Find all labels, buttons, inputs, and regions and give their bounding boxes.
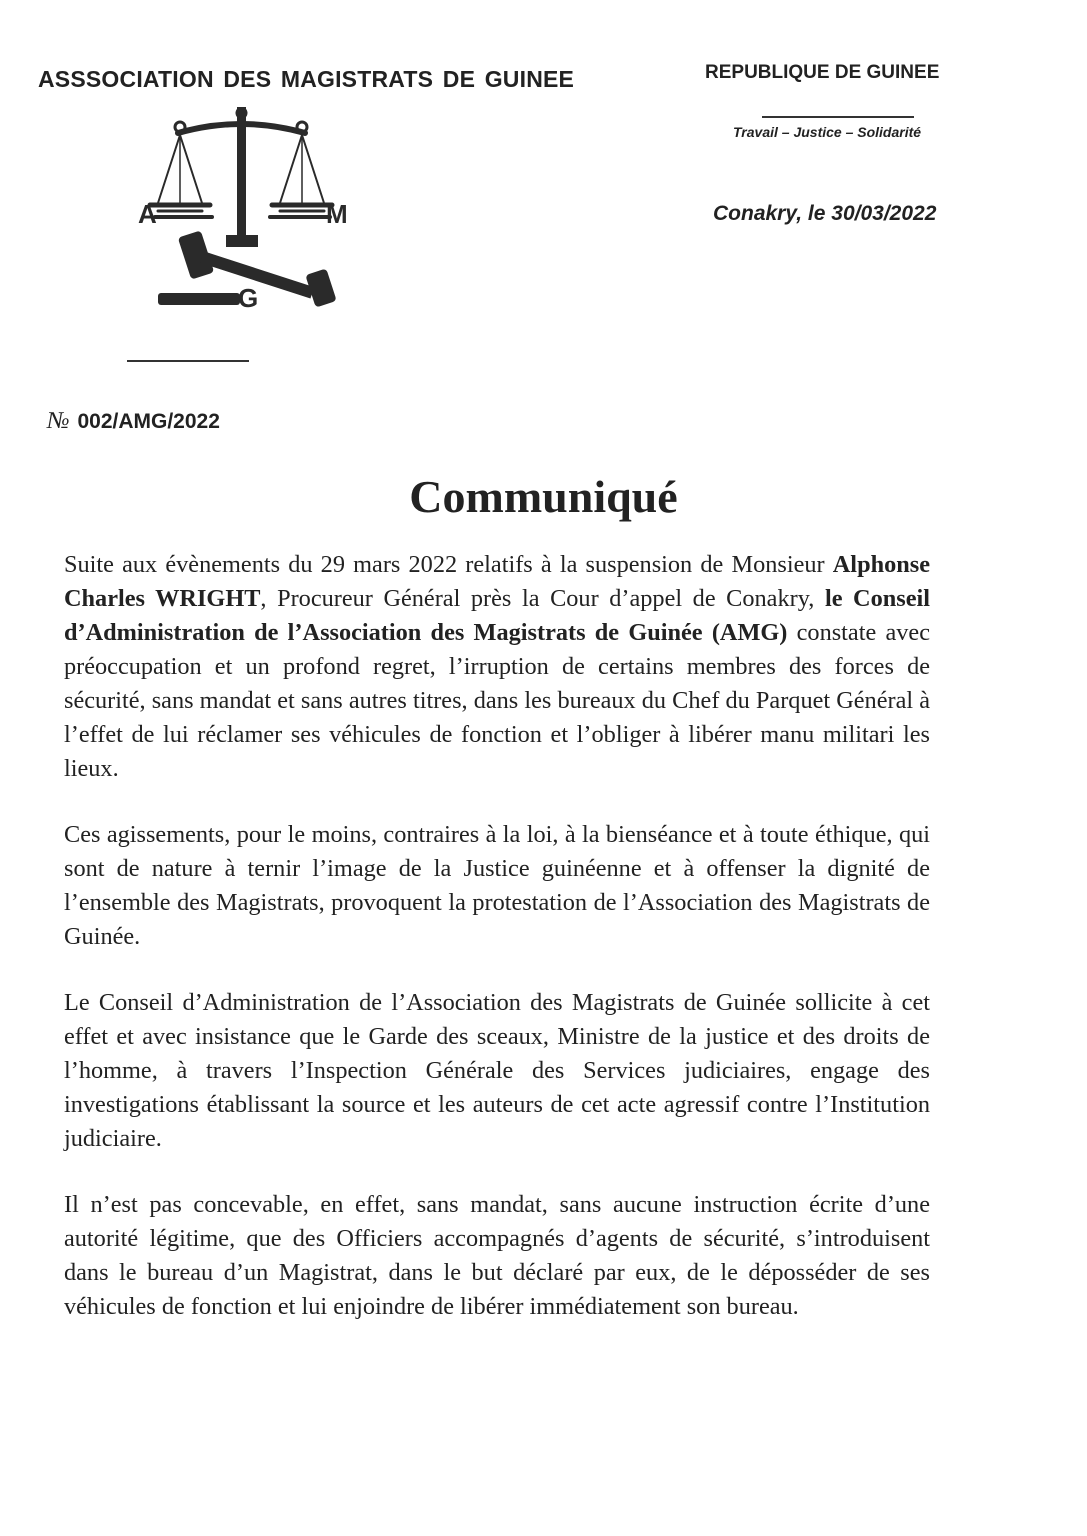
logo-letter-g: G bbox=[238, 283, 259, 313]
bold-text-segment: le Conseil d’Administration de l’Association des Magistrats de Guinée (AMG) bbox=[64, 585, 930, 646]
text-segment: , Procureur Général près la Cour d’appel de Conakry, bbox=[260, 585, 825, 612]
paragraph bbox=[64, 548, 930, 786]
republic-divider bbox=[762, 116, 914, 118]
reference-code: 002/AMG/2022 bbox=[77, 410, 220, 433]
numero-symbol: № bbox=[47, 408, 70, 434]
text-segment: Le Conseil d’Administration de l’Association des Magistrats de Guinée sollicite à cet effet et avec insistance que le Garde des sceaux, Ministre de la justice et des droits de l’homme, à travers l’Inspection Générale des Services judiciaires, engage des investigations établissant la source et les auteurs de cet acte agressif contre l’Institution judiciaire. bbox=[64, 989, 930, 1152]
logo-divider bbox=[127, 360, 249, 362]
logo-letter-a: A bbox=[138, 199, 157, 229]
text-segment: Il n’est pas concevable, en effet, sans mandat, sans aucune instruction écrite d’une autorité légitime, que des Officiers accompagnés d’agents de sécurité, s’introduisent dans le bureau d’un Magistrat, dans le but déclaré par eux, de le déposséder de ses véhicules de fonction et lui enjoindre de libérer immédiatement son bureau. bbox=[64, 1191, 930, 1320]
logo-letter-m: M bbox=[326, 199, 348, 229]
communique-body bbox=[64, 548, 930, 1356]
national-motto: Travail – Justice – Solidarité bbox=[733, 124, 922, 140]
text-segment: constate avec préoccupation et un profond regret, l’irruption de certains membres des forces de sécurité, sans mandat et sans autres titres, dans les bureaux du Chef du Parquet Général à l’effet de lui réclamer ses véhicules de fonction et l’obliger à libérer manu militari les lieux. bbox=[64, 619, 930, 782]
reference-number bbox=[47, 408, 220, 435]
paragraph bbox=[64, 818, 930, 954]
paragraph bbox=[64, 1188, 930, 1324]
paragraph bbox=[64, 986, 930, 1156]
place-and-date: Conakry, le 30/03/2022 bbox=[713, 202, 937, 225]
scales-of-justice-gavel-logo bbox=[130, 105, 360, 320]
text-segment: Ces agissements, pour le moins, contraires à la loi, à la bienséance et à toute éthique, qui sont de nature à ternir l’image de la Justice guinéenne et à offenser la dignité de l’ensemble des Magistrats, provoquent la protestation de l’Association des Magistrats de Guinée. bbox=[64, 821, 930, 950]
republic-name: REPUBLIQUE DE GUINEE bbox=[705, 62, 940, 83]
organization-name: ASSSOCIATION DES MAGISTRATS DE GUINEE bbox=[38, 66, 575, 92]
bold-text-segment: Alphonse Charles WRIGHT bbox=[64, 551, 930, 612]
document-title: Communiqué bbox=[409, 471, 678, 522]
text-segment: Suite aux évènements du 29 mars 2022 relatifs à la suspension de Monsieur bbox=[64, 551, 833, 578]
